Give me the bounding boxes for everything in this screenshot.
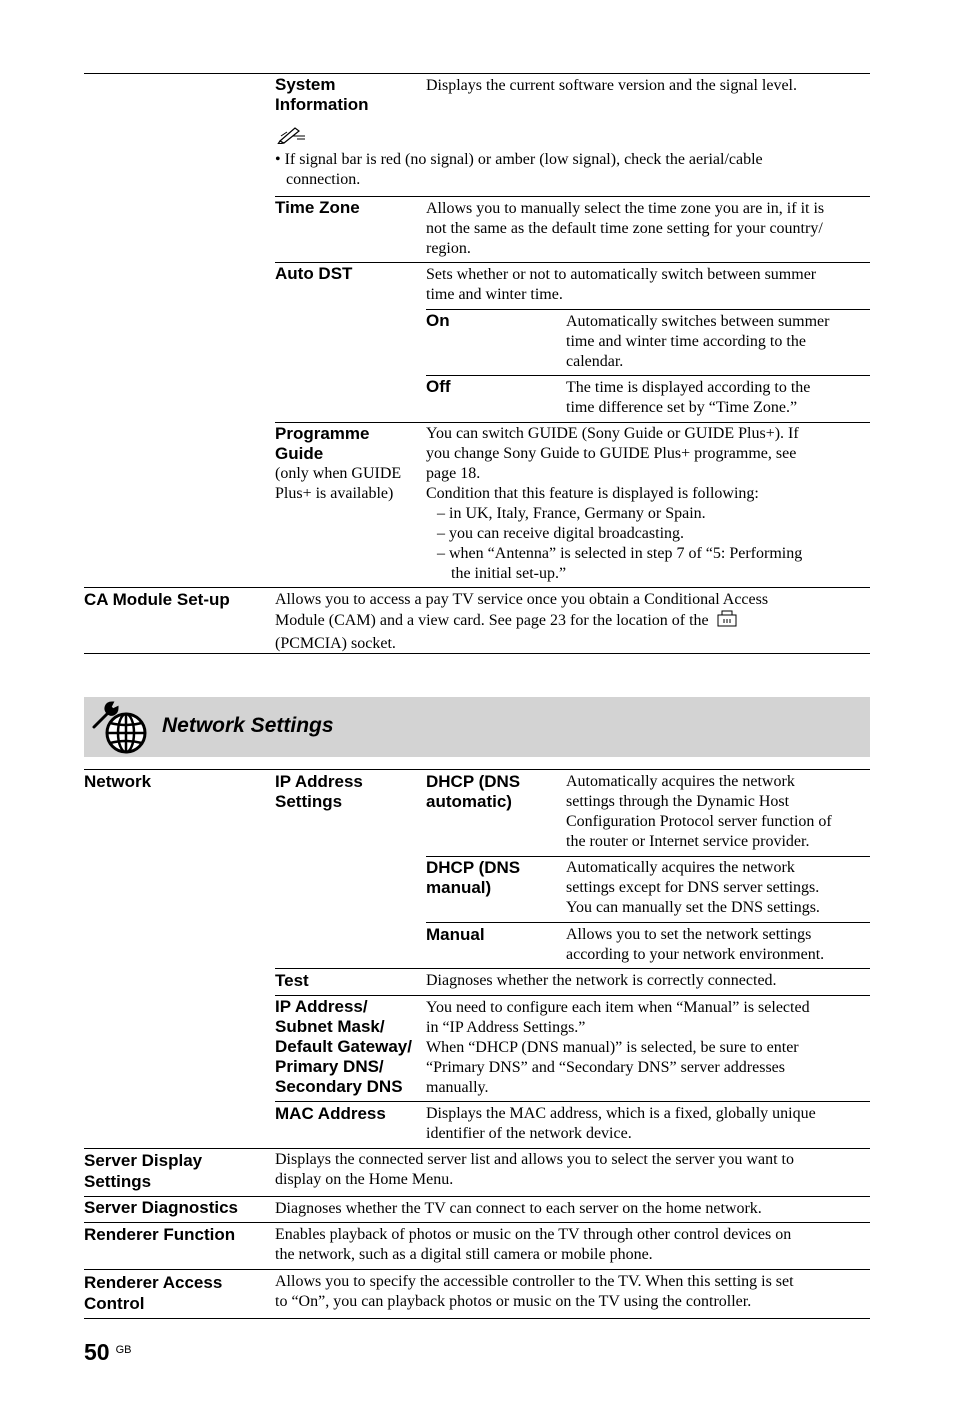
renderer-function-label: Renderer Function xyxy=(84,1225,236,1244)
server-diagnostics-desc: Diagnoses whether the TV can connect to each server on the home network. xyxy=(275,1200,762,1217)
test-label: Test xyxy=(275,971,309,990)
manual-label: Manual xyxy=(426,925,485,944)
divider xyxy=(275,968,870,969)
dhcp-manual-label: DHCP (DNS manual) xyxy=(426,858,521,897)
divider xyxy=(84,1196,870,1197)
ca-module-desc: Allows you to access a pay TV service once you obtain a Conditional Access Module (CAM) and a view card. See page 23 for the location of the (PCMCIA) socket. xyxy=(275,591,769,652)
pcmcia-slot-icon xyxy=(716,610,738,634)
system-information-label: System Information xyxy=(275,75,369,114)
mac-address-desc: Displays the MAC address, which is a fixed, globally unique identifier of the network device. xyxy=(426,1105,816,1142)
auto-dst-label: Auto DST xyxy=(275,264,353,283)
region-code: GB xyxy=(115,1344,132,1356)
ca-module-label: CA Module Set-up xyxy=(84,590,230,609)
ip-address-desc: You need to configure each item when “Manual” is selected in “IP Address Settings.” When “DHCP (DNS manual)” is selected, be sure to enter “Primary DNS” and “Secondary DNS” server addresses manually. xyxy=(426,999,810,1096)
system-information-note: • If signal bar is red (no signal) or amber (low signal), check the aerial/cable connection. xyxy=(275,151,763,188)
page-number-value: 50 xyxy=(84,1339,110,1365)
divider xyxy=(275,995,870,996)
dhcp-auto-label: DHCP (DNS automatic) xyxy=(426,772,521,811)
note-pencil-icon xyxy=(277,124,307,144)
dhcp-manual-desc: Automatically acquires the network settings except for DNS server settings. You can manually set the DNS settings. xyxy=(566,859,820,916)
dhcp-auto-desc: Automatically acquires the network settings through the Dynamic Host Configuration Protocol server function of the router or Internet service provider. xyxy=(566,773,832,850)
test-desc: Diagnoses whether the network is correctly connected. xyxy=(426,972,777,989)
mac-address-label: MAC Address xyxy=(275,1104,386,1123)
auto-dst-off-desc: The time is displayed according to the time difference set by “Time Zone.” xyxy=(566,379,811,416)
divider xyxy=(84,1222,870,1223)
divider xyxy=(275,422,870,423)
auto-dst-off-label: Off xyxy=(426,377,451,396)
divider xyxy=(426,309,870,310)
divider xyxy=(275,1101,870,1102)
section-title: Network Settings xyxy=(162,714,334,737)
programme-guide-desc: You can switch GUIDE (Sony Guide or GUIDE Plus+). If you change Sony Guide to GUIDE Plus+ programme, see page 18. Condition that this feature is displayed is following: – in UK, Italy, France, Germany or Spain. – you can receive digital broadcasting. – when “Antenna” is selected in step 7 of “5: Performing the initial set-up.” xyxy=(426,425,803,582)
server-display-desc: Displays the connected server list and allows you to select the server you want to display on the Home Menu. xyxy=(275,1151,794,1188)
divider xyxy=(84,1269,870,1270)
server-diagnostics-label: Server Diagnostics xyxy=(84,1198,239,1217)
divider xyxy=(84,1318,870,1319)
time-zone-label: Time Zone xyxy=(275,198,360,217)
divider xyxy=(275,196,870,197)
network-settings-icon xyxy=(90,701,148,755)
renderer-access-label: Renderer Access Control xyxy=(84,1273,223,1313)
manual-desc: Allows you to set the network settings according to your network environment. xyxy=(566,926,825,963)
system-information-desc: Displays the current software version and the signal level. xyxy=(426,77,797,94)
auto-dst-on-label: On xyxy=(426,311,450,330)
server-display-label: Server Display Settings xyxy=(84,1151,203,1191)
auto-dst-desc: Sets whether or not to automatically switch between summer time and winter time. xyxy=(426,266,817,303)
divider xyxy=(84,769,870,770)
ip-address-settings-label: IP Address Settings xyxy=(275,772,363,811)
section-header xyxy=(84,697,870,757)
divider xyxy=(275,262,870,263)
ip-address-label: IP Address/ Subnet Mask/ Default Gateway/ Primary DNS/ Secondary DNS xyxy=(275,997,412,1096)
time-zone-desc: Allows you to manually select the time zone you are in, if it is not the same as the default time zone setting for your country/ region. xyxy=(426,200,825,257)
network-label: Network xyxy=(84,772,152,791)
programme-guide-label: Programme Guide (only when GUIDE Plus+ is available) xyxy=(275,424,402,502)
divider xyxy=(84,1148,870,1149)
divider xyxy=(426,375,870,376)
divider xyxy=(84,73,870,74)
divider xyxy=(84,653,870,654)
auto-dst-on-desc: Automatically switches between summer time and winter time according to the calendar. xyxy=(566,313,830,370)
renderer-function-desc: Enables playback of photos or music on the TV through other control devices on the network, such as a digital still camera or mobile phone. xyxy=(275,1226,792,1263)
divider xyxy=(426,856,870,857)
page-number xyxy=(84,1339,132,1365)
renderer-access-desc: Allows you to specify the accessible controller to the TV. When this setting is set to “On”, you can playback photos or music on the TV using the controller. xyxy=(275,1273,794,1310)
divider xyxy=(84,587,870,588)
divider xyxy=(426,922,870,923)
